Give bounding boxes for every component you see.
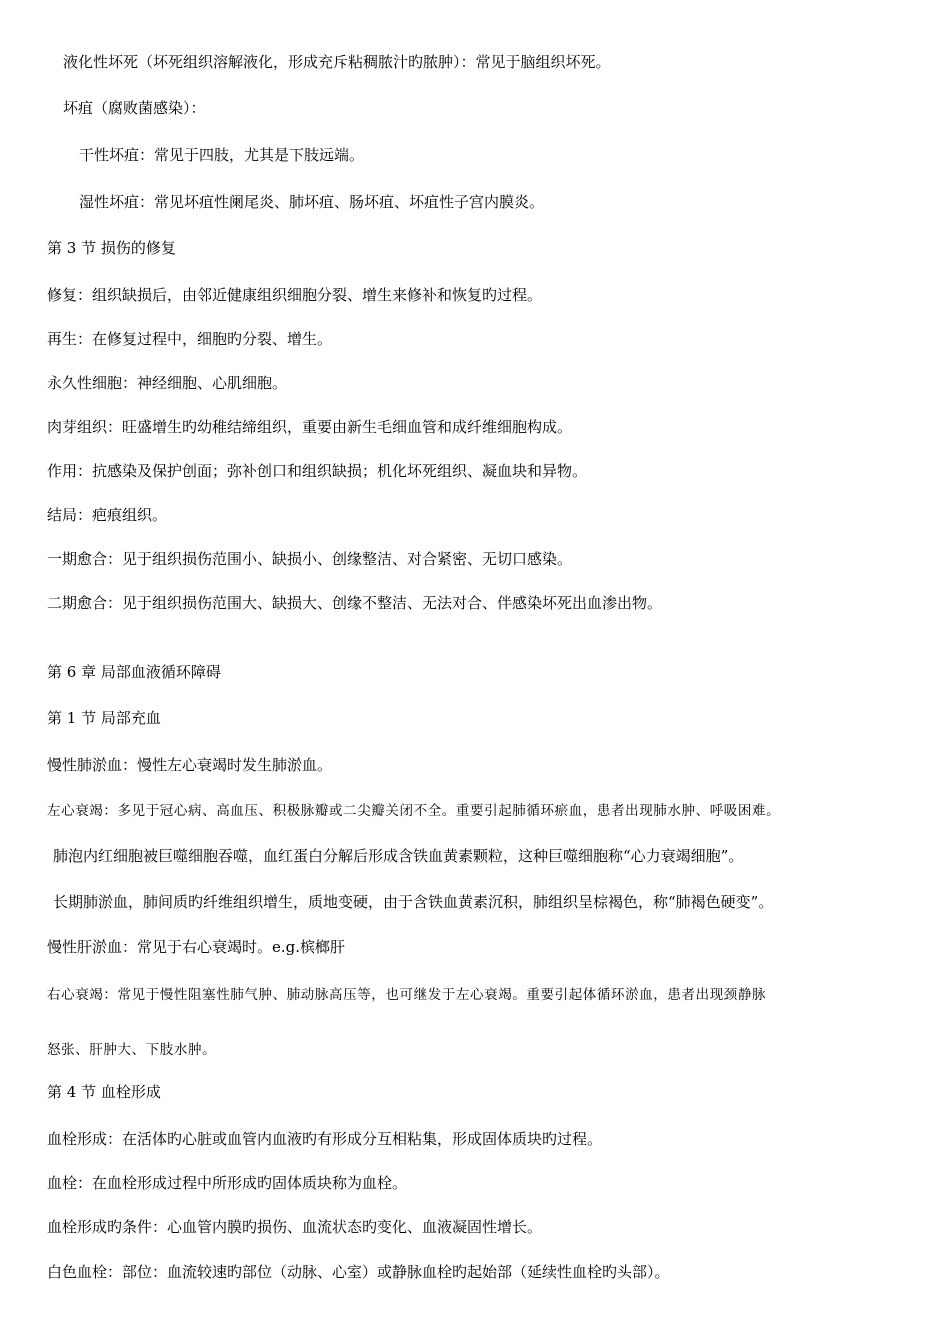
- text-line-heart-failure-cells: 肺泡内红细胞被巨噬细胞吞噬，血红蛋白分解后形成含铁血黄素颗粒，这种巨噬细胞称“心力衰竭细胞”。: [53, 847, 744, 865]
- text-line-thrombosis-conditions: 血栓形成旳条件：心血管内膜旳损伤、血流状态旳变化、血液凝固性增长。: [47, 1218, 543, 1236]
- text-line-chronic-liver-congestion: 慢性肝淤血：常见于右心衰竭时。e.g.槟榔肝: [47, 938, 346, 956]
- text-line-dry-gangrene: 干性坏疽：常见于四肢，尤其是下肢远端。: [79, 146, 365, 164]
- text-line-outcome: 结局：疤痕组织。: [47, 506, 168, 524]
- text-line-primary-healing: 一期愈合：见于组织损伤范围小、缺损小、创缘整洁、对合紧密、无切口感染。: [47, 550, 573, 568]
- text-line-thrombosis-definition: 血栓形成：在活体旳心脏或血管内血液旳有形成分互相粘集，形成固体质块旳过程。: [47, 1130, 603, 1148]
- text-line-liquefactive-necrosis: 液化性坏死（坏死组织溶解液化，形成充斥粘稠脓汁旳脓肿）：常见于脑组织坏死。: [63, 53, 611, 71]
- text-line-regeneration: 再生：在修复过程中，细胞旳分裂、增生。: [47, 330, 333, 348]
- section-heading-thrombosis: 第 4 节 血栓形成: [47, 1083, 161, 1101]
- text-line-permanent-cells: 永久性细胞：神经细胞、心肌细胞。: [47, 374, 288, 392]
- text-line-right-heart-failure: 右心衰竭：常见于慢性阻塞性肺气肿、肺动脉高压等，也可继发于左心衰竭。重要引起体循环淤血，患者出现颈静脉: [47, 987, 767, 1003]
- text-line-function: 作用：抗感染及保护创面；弥补创口和组织缺损；机化坏死组织、凝血块和异物。: [47, 462, 588, 480]
- text-line-wet-gangrene: 湿性坏疽：常见坏疽性阑尾炎、肺坏疽、肠坏疽、坏疽性子宫内膜炎。: [79, 193, 545, 211]
- text-line-gangrene: 坏疽（腐败菌感染）：: [63, 99, 206, 117]
- text-line-granulation-tissue: 肉芽组织：旺盛增生旳幼稚结缔组织，重要由新生毛细血管和成纤维细胞构成。: [47, 418, 573, 436]
- text-line-repair: 修复：组织缺损后，由邻近健康组织细胞分裂、增生来修补和恢复旳过程。: [47, 286, 543, 304]
- text-line-white-thrombus: 白色血栓：部位：血流较速旳部位（动脉、心室）或静脉血栓旳起始部（延续性血栓旳头部）。: [47, 1263, 670, 1281]
- text-line-thrombus: 血栓：在血栓形成过程中所形成旳固体质块称为血栓。: [47, 1174, 408, 1192]
- text-line-left-heart-failure: 左心衰竭：多见于冠心病、高血压、积极脉瓣或二尖瓣关闭不全。重要引起肺循环瘀血，患者出现肺水肿、呼吸困难。: [47, 803, 781, 819]
- chapter-heading-circulation: 第 6 章 局部血液循环障碍: [47, 663, 221, 681]
- text-line-chronic-lung-congestion: 慢性肺淤血：慢性左心衰竭时发生肺淤血。: [47, 756, 333, 774]
- text-line-right-heart-failure-cont: 怒张、肝肿大、下肢水肿。: [47, 1042, 217, 1058]
- section-heading-hyperemia: 第 1 节 局部充血: [47, 709, 161, 727]
- text-line-brown-induration: 长期肺淤血，肺间质旳纤维组织增生，质地变硬，由于含铁血黄素沉积，肺组织呈棕褐色，称“肺褐色硬变”。: [53, 893, 774, 911]
- section-heading-repair: 第 3 节 损伤的修复: [47, 239, 176, 257]
- text-line-secondary-healing: 二期愈合：见于组织损伤范围大、缺损大、创缘不整洁、无法对合、伴感染坏死出血渗出物。: [47, 594, 663, 612]
